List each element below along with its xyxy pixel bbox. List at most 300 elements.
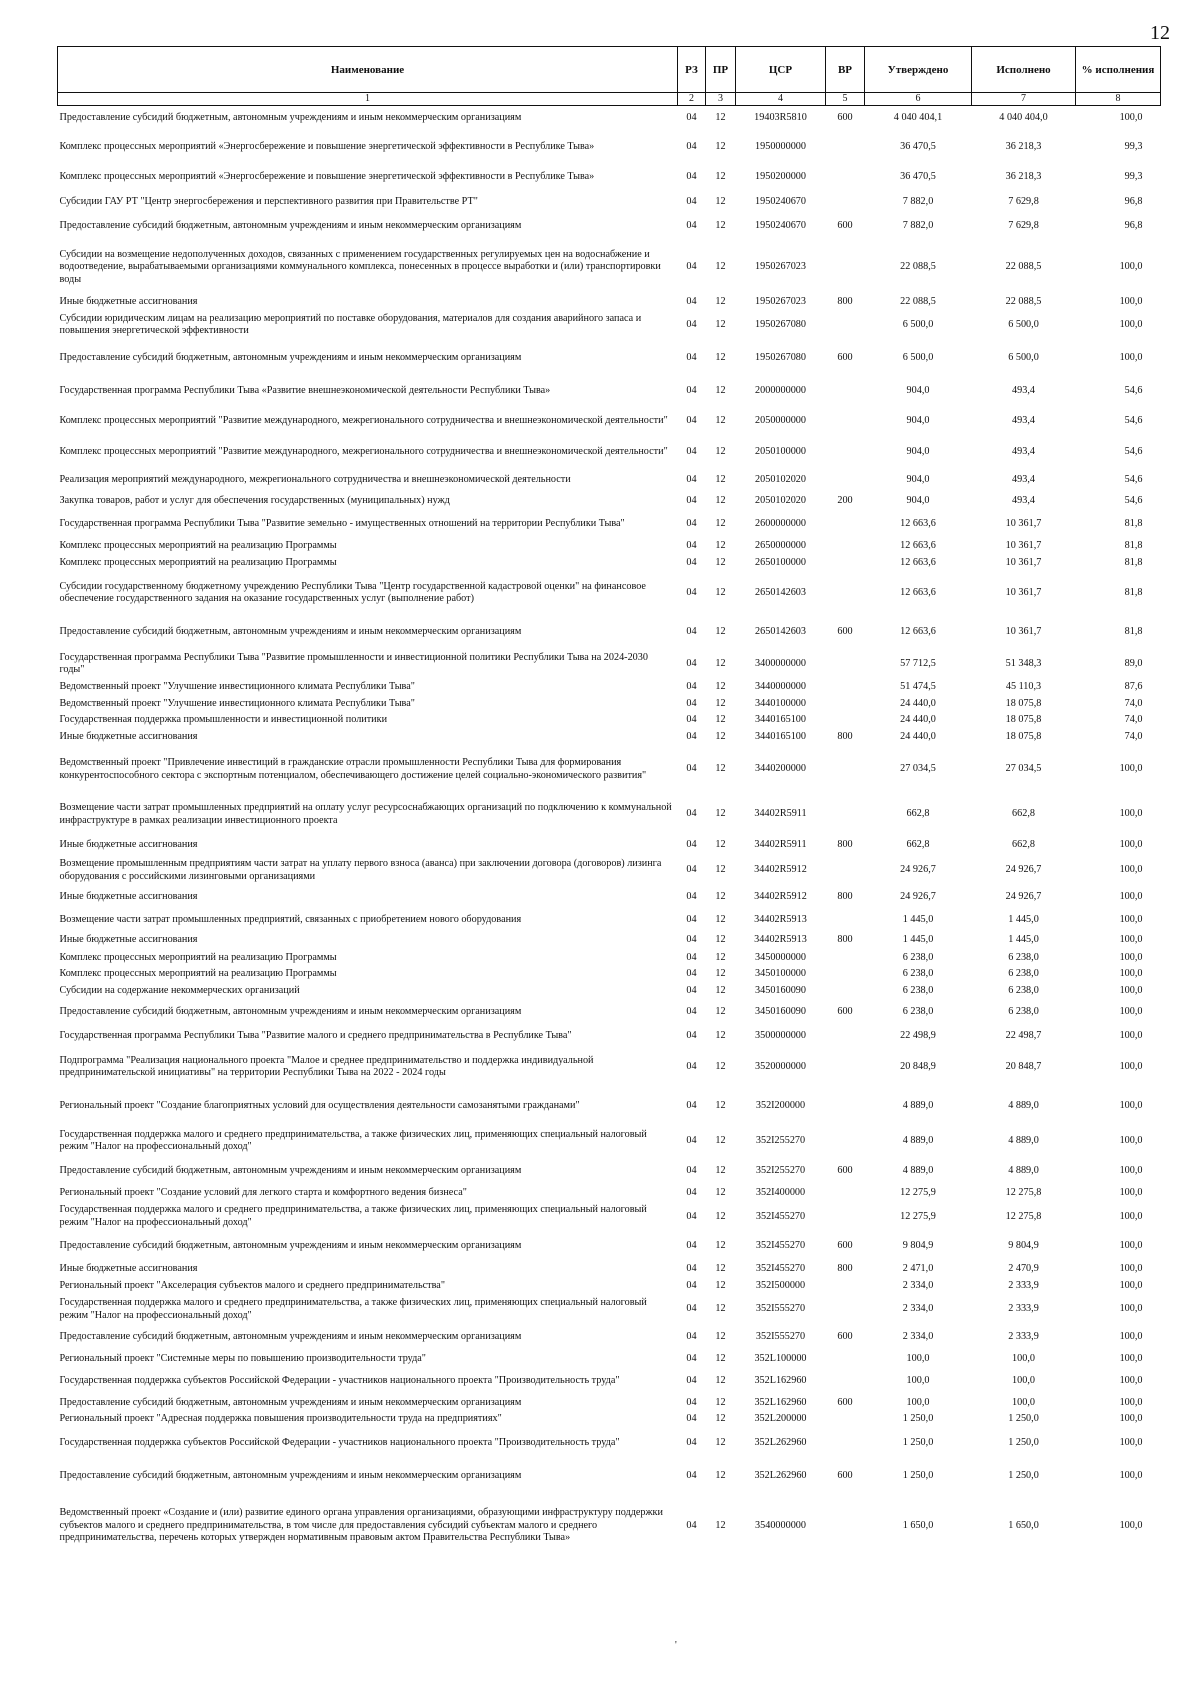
row-approved: 1 250,0 — [902, 1413, 934, 1425]
row-pr: 12 — [715, 1303, 726, 1315]
row-csr: 34402R5913 — [754, 914, 807, 926]
header-name: Наименование — [58, 47, 678, 93]
row-rz: 04 — [686, 808, 697, 820]
row-name: Возмещение части затрат промышленных предприятий на оплату услуг ресурсоснабжающих организаций по подключению к коммунальной инфраструктуре в рамках реализации инвестиционного проекта — [59, 802, 672, 826]
row-pr: 12 — [715, 731, 726, 743]
row-csr: 2650000000 — [755, 540, 806, 552]
row-name: Предоставление субсидий бюджетным, автономным учреждениям и иным некоммерческим организациям — [59, 1469, 522, 1481]
row-csr: 3500000000 — [755, 1030, 806, 1042]
row-pr: 12 — [715, 171, 726, 183]
row-approved: 1 250,0 — [902, 1436, 934, 1448]
table-row — [58, 1260, 1161, 1278]
row-executed: 4 040 404,0 — [999, 112, 1048, 124]
row-name: Предоставление субсидий бюджетным, автономным учреждениям и иным некоммерческим организациям — [59, 1165, 522, 1177]
column-number: 3 — [706, 93, 736, 106]
row-approved: 662,8 — [906, 839, 930, 851]
row-approved: 12 275,9 — [900, 1187, 936, 1199]
table-row — [58, 696, 1161, 713]
row-percent: 100,0 — [1119, 763, 1143, 775]
row-vr — [826, 132, 865, 163]
row-csr: 352I200000 — [755, 1100, 806, 1112]
row-approved: 12 663,6 — [900, 586, 936, 598]
row-csr: 352I555270 — [755, 1331, 806, 1343]
row-csr: 352I455270 — [755, 1262, 806, 1274]
table-row — [58, 1325, 1161, 1351]
row-csr: 3450160090 — [755, 984, 806, 996]
row-name: Иные бюджетные ассигнования — [59, 934, 198, 946]
row-name: Субсидии юридическим лицам на реализацию мероприятий по поставке оборудования, материалов для создания аварийного запаса и повышения энергетической эффективности — [59, 312, 642, 337]
table-row — [58, 492, 1161, 510]
row-executed: 1 250,0 — [1008, 1436, 1039, 1448]
row-rz: 04 — [686, 839, 697, 851]
row-executed: 10 361,7 — [1005, 540, 1042, 552]
table-row — [58, 1295, 1161, 1325]
row-pr: 12 — [715, 540, 726, 552]
row-percent: 81,8 — [1124, 556, 1143, 568]
row-executed: 2 470,9 — [1008, 1262, 1039, 1274]
table-row — [58, 106, 1161, 132]
row-approved: 4 889,0 — [902, 1135, 934, 1147]
row-name: Предоставление субсидий бюджетным, автономным учреждениям и иным некоммерческим организациям — [59, 351, 522, 363]
row-csr: 352I555270 — [755, 1303, 806, 1315]
row-approved: 662,8 — [906, 808, 930, 820]
table-row — [58, 1047, 1161, 1087]
row-approved: 12 663,6 — [900, 517, 936, 529]
row-vr — [826, 696, 865, 713]
row-rz: 04 — [686, 1165, 697, 1177]
row-vr: 600 — [837, 1006, 853, 1018]
row-executed: 7 629,8 — [1008, 220, 1039, 232]
row-csr: 2050102020 — [755, 473, 806, 485]
row-pr: 12 — [715, 445, 726, 457]
row-approved: 6 238,0 — [902, 968, 934, 980]
row-pr: 12 — [715, 1100, 726, 1112]
row-csr: 1950267080 — [755, 351, 806, 363]
row-name: Закупка товаров, работ и услуг для обеспечения государственных (муниципальных) нужд — [59, 494, 450, 506]
table-row — [58, 932, 1161, 950]
row-pr: 12 — [715, 1262, 726, 1274]
row-name: Государственная программа Республики Тыва "Развитие малого и среднего предпринимательства в Республике Тыва" — [59, 1030, 572, 1042]
row-rz: 04 — [686, 318, 697, 330]
budget-report-table — [57, 46, 1160, 1558]
row-vr: 800 — [837, 891, 853, 903]
row-csr: 34402R5911 — [754, 808, 807, 820]
row-name: Реализация мероприятий международного, межрегионального сотрудничества и внешнеэкономической деятельности — [59, 473, 571, 485]
row-name: Предоставление субсидий бюджетным, автономным учреждениям и иным некоммерческим организациям — [59, 220, 522, 232]
row-percent: 81,8 — [1124, 540, 1143, 552]
row-pr: 12 — [715, 351, 726, 363]
row-vr: 600 — [837, 112, 853, 124]
table-row — [58, 132, 1161, 163]
table-row — [58, 1232, 1161, 1260]
row-vr: 600 — [837, 625, 853, 637]
row-vr — [826, 436, 865, 468]
row-name: Возмещение части затрат промышленных предприятий, связанных с приобретением нового оборудования — [59, 914, 522, 926]
row-executed: 2 333,9 — [1008, 1331, 1039, 1343]
table-row — [58, 856, 1161, 886]
row-executed: 6 238,0 — [1008, 951, 1039, 963]
row-csr: 3520000000 — [755, 1061, 806, 1073]
row-executed: 22 088,5 — [1005, 261, 1042, 273]
row-executed: 6 238,0 — [1008, 984, 1039, 996]
row-csr: 1950200000 — [755, 171, 806, 183]
row-executed: 6 238,0 — [1008, 1006, 1039, 1018]
table-row — [58, 746, 1161, 794]
row-name: Государственная поддержка промышленности и инвестиционной политики — [59, 714, 388, 726]
row-pr: 12 — [715, 318, 726, 330]
row-vr: 200 — [837, 494, 853, 506]
row-rz: 04 — [686, 1519, 697, 1531]
row-rz: 04 — [686, 763, 697, 775]
row-csr: 2050100000 — [755, 445, 806, 457]
row-rz: 04 — [686, 261, 697, 273]
row-percent: 100,0 — [1119, 1210, 1143, 1222]
row-executed: 18 075,8 — [1005, 697, 1042, 709]
row-pr: 12 — [715, 891, 726, 903]
row-vr: 800 — [837, 1262, 853, 1274]
row-csr: 3450000000 — [755, 951, 806, 963]
row-approved: 904,0 — [906, 384, 930, 396]
row-csr: 352L262960 — [754, 1436, 807, 1448]
row-vr: 600 — [837, 1331, 853, 1343]
table-row — [58, 1458, 1161, 1494]
row-percent: 74,0 — [1124, 714, 1143, 726]
row-percent: 100,0 — [1119, 864, 1143, 876]
row-approved: 1 250,0 — [902, 1469, 934, 1481]
row-rz: 04 — [686, 731, 697, 743]
row-pr: 12 — [715, 657, 726, 669]
row-name: Предоставление субсидий бюджетным, автономным учреждениям и иным некоммерческим организациям — [59, 112, 522, 124]
row-name: Государственная программа Республики Тыва "Развитие земельно - имущественных отношений на территории Республики Тыва" — [59, 517, 625, 529]
row-executed: 1 445,0 — [1008, 934, 1039, 946]
row-executed: 10 361,7 — [1005, 586, 1042, 598]
row-executed: 6 500,0 — [1008, 351, 1039, 363]
row-name: Государственная поддержка субъектов Российской Федерации - участников национального проекта "Производительность труда" — [59, 1375, 620, 1387]
row-executed: 100,0 — [1012, 1353, 1035, 1365]
row-vr: 800 — [837, 934, 853, 946]
row-percent: 100,0 — [1119, 1280, 1143, 1292]
row-executed: 493,4 — [1012, 414, 1035, 426]
row-percent: 100,0 — [1119, 1375, 1143, 1387]
row-csr: 3440100000 — [755, 697, 806, 709]
row-name: Комплекс процессных мероприятий на реализацию Программы — [59, 968, 337, 980]
row-vr — [826, 1278, 865, 1295]
row-vr — [826, 468, 865, 492]
row-percent: 74,0 — [1124, 731, 1143, 743]
row-pr: 12 — [715, 1165, 726, 1177]
table-row — [58, 340, 1161, 376]
row-approved: 1 650,0 — [902, 1519, 934, 1531]
row-csr: 1950267080 — [755, 318, 806, 330]
table-row — [58, 910, 1161, 932]
table-row — [58, 406, 1161, 436]
row-name: Региональный проект "Создание благоприятных условий для осуществления деятельности самозанятыми гражданами" — [59, 1100, 580, 1112]
row-pr: 12 — [715, 1280, 726, 1292]
row-vr — [826, 1087, 865, 1125]
row-percent: 100,0 — [1119, 295, 1143, 307]
row-executed: 22 498,7 — [1005, 1030, 1042, 1042]
row-pr: 12 — [715, 1469, 726, 1481]
row-vr: 800 — [837, 731, 853, 743]
row-rz: 04 — [686, 714, 697, 726]
row-pr: 12 — [715, 914, 726, 926]
row-csr: 3440165100 — [755, 714, 806, 726]
table-row — [58, 555, 1161, 572]
row-csr: 1950267023 — [755, 295, 806, 307]
column-number: 8 — [1076, 93, 1161, 106]
table-row — [58, 1278, 1161, 1295]
row-approved: 22 088,5 — [900, 295, 936, 307]
row-executed: 22 088,5 — [1005, 295, 1042, 307]
row-percent: 100,0 — [1119, 1469, 1143, 1481]
row-vr — [826, 910, 865, 932]
row-approved: 4 040 404,1 — [893, 112, 943, 124]
column-number: 4 — [736, 93, 826, 106]
row-csr: 34402R5913 — [754, 934, 807, 946]
row-approved: 904,0 — [906, 473, 930, 485]
row-csr: 2050000000 — [755, 414, 806, 426]
row-executed: 2 333,9 — [1008, 1280, 1039, 1292]
row-percent: 54,6 — [1124, 414, 1143, 426]
row-name: Ведомственный проект "Привлечение инвестиций в гражданские отрасли промышленности Республики Тыва для формирования конкурентоспособного сектора с экспортным потенциалом, обеспечивающего достижение целей социально-экономического развития" — [59, 757, 647, 781]
row-approved: 4 889,0 — [902, 1100, 934, 1112]
row-executed: 51 348,3 — [1005, 657, 1042, 669]
row-percent: 100,0 — [1119, 351, 1143, 363]
row-rz: 04 — [686, 220, 697, 232]
row-vr — [826, 712, 865, 729]
row-pr: 12 — [715, 586, 726, 598]
row-approved: 20 848,9 — [900, 1061, 936, 1073]
row-executed: 2 333,9 — [1008, 1303, 1039, 1315]
row-vr — [826, 1411, 865, 1428]
row-pr: 12 — [715, 1210, 726, 1222]
table-row — [58, 468, 1161, 492]
row-pr: 12 — [715, 697, 726, 709]
table-row — [58, 310, 1161, 340]
row-csr: 3400000000 — [755, 657, 806, 669]
row-rz: 04 — [686, 171, 697, 183]
table-row — [58, 615, 1161, 649]
row-rz: 04 — [686, 494, 697, 506]
row-approved: 904,0 — [906, 445, 930, 457]
row-percent: 87,6 — [1124, 681, 1143, 693]
table-row — [58, 436, 1161, 468]
row-percent: 54,6 — [1124, 384, 1143, 396]
row-rz: 04 — [686, 1030, 697, 1042]
row-rz: 04 — [686, 934, 697, 946]
row-percent: 100,0 — [1119, 951, 1143, 963]
row-vr: 800 — [837, 295, 853, 307]
row-vr — [826, 950, 865, 967]
row-csr: 352I500000 — [755, 1280, 806, 1292]
row-csr: 352L200000 — [754, 1413, 807, 1425]
table-row — [58, 1411, 1161, 1428]
row-csr: 1950240670 — [755, 220, 806, 232]
row-percent: 74,0 — [1124, 697, 1143, 709]
table-row — [58, 1157, 1161, 1185]
row-name: Субсидии ГАУ РТ "Центр энергосбережения и перспективного развития при Правительстве РТ" — [59, 195, 478, 207]
row-percent: 54,6 — [1124, 494, 1143, 506]
row-executed: 493,4 — [1012, 494, 1035, 506]
row-csr: 34402R5911 — [754, 839, 807, 851]
row-approved: 4 889,0 — [902, 1165, 934, 1177]
row-csr: 352L162960 — [754, 1396, 807, 1408]
row-executed: 36 218,3 — [1005, 171, 1042, 183]
table-row — [58, 950, 1161, 967]
table-row — [58, 510, 1161, 538]
row-vr — [826, 1369, 865, 1395]
row-approved: 904,0 — [906, 414, 930, 426]
row-vr — [826, 856, 865, 886]
row-csr: 352I255270 — [755, 1165, 806, 1177]
row-approved: 12 663,6 — [900, 625, 936, 637]
row-executed: 45 110,3 — [1005, 681, 1042, 693]
row-rz: 04 — [686, 1262, 697, 1274]
row-approved: 2 471,0 — [902, 1262, 934, 1274]
row-csr: 352I255270 — [755, 1135, 806, 1147]
row-percent: 100,0 — [1119, 839, 1143, 851]
row-approved: 6 238,0 — [902, 951, 934, 963]
row-pr: 12 — [715, 951, 726, 963]
row-executed: 493,4 — [1012, 384, 1035, 396]
row-rz: 04 — [686, 681, 697, 693]
row-name: Предоставление субсидий бюджетным, автономным учреждениям и иным некоммерческим организациям — [59, 625, 522, 637]
row-percent: 100,0 — [1119, 1061, 1143, 1073]
row-percent: 100,0 — [1119, 1331, 1143, 1343]
row-name: Региональный проект "Системные меры по повышению производительности труда" — [59, 1353, 426, 1365]
row-approved: 57 712,5 — [900, 657, 936, 669]
row-csr: 1950267023 — [755, 261, 806, 273]
row-pr: 12 — [715, 220, 726, 232]
row-name: Государственная поддержка субъектов Российской Федерации - участников национального проекта "Производительность труда" — [59, 1436, 620, 1448]
row-approved: 100,0 — [906, 1375, 930, 1387]
row-pr: 12 — [715, 1239, 726, 1251]
row-name: Государственная программа Республики Тыва «Развитие внешнеэкономической деятельности Республики Тыва» — [59, 384, 551, 396]
row-approved: 7 882,0 — [902, 220, 934, 232]
row-vr — [826, 510, 865, 538]
table-row — [58, 1125, 1161, 1157]
row-vr — [826, 310, 865, 340]
row-vr — [826, 1185, 865, 1202]
row-approved: 1 445,0 — [902, 914, 934, 926]
table-row — [58, 649, 1161, 679]
row-rz: 04 — [686, 517, 697, 529]
row-percent: 100,0 — [1119, 1187, 1143, 1199]
row-vr — [826, 1494, 865, 1558]
row-name: Региональный проект "Адресная поддержка повышения производительности труда на предприятиях" — [59, 1413, 502, 1425]
table-row — [58, 729, 1161, 746]
row-pr: 12 — [715, 261, 726, 273]
row-approved: 24 440,0 — [900, 697, 936, 709]
row-vr: 600 — [837, 1396, 853, 1408]
row-executed: 7 629,8 — [1008, 195, 1039, 207]
row-percent: 81,8 — [1124, 517, 1143, 529]
row-rz: 04 — [686, 414, 697, 426]
row-vr: 600 — [837, 351, 853, 363]
row-name: Предоставление субсидий бюджетным, автономным учреждениям и иным некоммерческим организациям — [59, 1331, 522, 1343]
row-pr: 12 — [715, 1006, 726, 1018]
row-executed: 1 250,0 — [1008, 1469, 1039, 1481]
row-vr — [826, 376, 865, 406]
row-vr: 600 — [837, 220, 853, 232]
row-name: Иные бюджетные ассигнования — [59, 1262, 198, 1274]
row-percent: 100,0 — [1119, 112, 1143, 124]
row-rz: 04 — [686, 914, 697, 926]
row-executed: 12 275,8 — [1005, 1210, 1042, 1222]
row-pr: 12 — [715, 984, 726, 996]
row-name: Комплекс процессных мероприятий на реализацию Программы — [59, 540, 337, 552]
row-percent: 100,0 — [1119, 914, 1143, 926]
row-rz: 04 — [686, 1100, 697, 1112]
row-approved: 12 663,6 — [900, 540, 936, 552]
row-csr: 3440165100 — [755, 731, 806, 743]
row-rz: 04 — [686, 140, 697, 152]
row-vr: 600 — [837, 1239, 853, 1251]
row-vr — [826, 1351, 865, 1369]
row-approved: 1 445,0 — [902, 934, 934, 946]
row-rz: 04 — [686, 657, 697, 669]
row-rz: 04 — [686, 195, 697, 207]
row-pr: 12 — [715, 556, 726, 568]
header-pr: ПР — [706, 47, 736, 93]
row-csr: 2050102020 — [755, 494, 806, 506]
row-pr: 12 — [715, 112, 726, 124]
row-vr — [826, 1202, 865, 1232]
row-pr: 12 — [715, 414, 726, 426]
table-row — [58, 1428, 1161, 1458]
row-name: Ведомственный проект "Улучшение инвестиционного климата Республики Тыва" — [59, 697, 415, 709]
table-row — [58, 1202, 1161, 1232]
row-csr: 3440200000 — [755, 763, 806, 775]
row-percent: 100,0 — [1119, 1436, 1143, 1448]
table-row — [58, 212, 1161, 242]
header-vr: ВР — [826, 47, 865, 93]
row-name: Государственная поддержка малого и среднего предпринимательства, а также физических лиц, применяющих специальный налоговый режим "Налог на профессиональный доход" — [59, 1204, 647, 1229]
row-percent: 100,0 — [1119, 1303, 1143, 1315]
row-approved: 12 275,9 — [900, 1210, 936, 1222]
row-name: Предоставление субсидий бюджетным, автономным учреждениям и иным некоммерческим организациям — [59, 1396, 522, 1408]
row-executed: 9 804,9 — [1008, 1239, 1039, 1251]
row-pr: 12 — [715, 763, 726, 775]
row-name: Подпрограмма "Реализация национального проекта "Малое и среднее предпринимательство и поддержка индивидуальной предпринимательской инициативы" на территории Республики Тыва на 2022 - 2024 годы — [59, 1054, 594, 1079]
table-row — [58, 163, 1161, 193]
row-rz: 04 — [686, 1239, 697, 1251]
row-csr: 352L262960 — [754, 1469, 807, 1481]
row-percent: 100,0 — [1119, 1413, 1143, 1425]
row-percent: 100,0 — [1119, 934, 1143, 946]
row-name: Возмещение промышленным предприятиям части затрат на уплату первого взноса (аванса) при заключении договора (договоров) лизинга оборудования с российскими лизинговыми организациями — [59, 858, 662, 882]
row-vr — [826, 1025, 865, 1047]
row-pr: 12 — [715, 968, 726, 980]
row-executed: 18 075,8 — [1005, 714, 1042, 726]
row-csr: 2650142603 — [755, 625, 806, 637]
row-vr — [826, 746, 865, 794]
row-executed: 36 218,3 — [1005, 140, 1042, 152]
table-row — [58, 712, 1161, 729]
row-csr: 3540000000 — [755, 1519, 806, 1531]
row-pr: 12 — [715, 1331, 726, 1343]
row-pr: 12 — [715, 864, 726, 876]
row-name: Иные бюджетные ассигнования — [59, 839, 198, 851]
row-vr: 600 — [837, 1469, 853, 1481]
row-approved: 24 440,0 — [900, 714, 936, 726]
table-row — [58, 794, 1161, 836]
row-executed: 27 034,5 — [1005, 763, 1042, 775]
row-csr: 352L162960 — [754, 1375, 807, 1387]
row-name: Субсидии государственному бюджетному учреждению Республики Тыва "Центр государственной кадастровой оценки" на финансовое обеспечение государственного задания на оказание государственных услуг (выполнение работ) — [59, 580, 646, 605]
row-rz: 04 — [686, 586, 697, 598]
row-csr: 19403R5810 — [754, 112, 807, 124]
